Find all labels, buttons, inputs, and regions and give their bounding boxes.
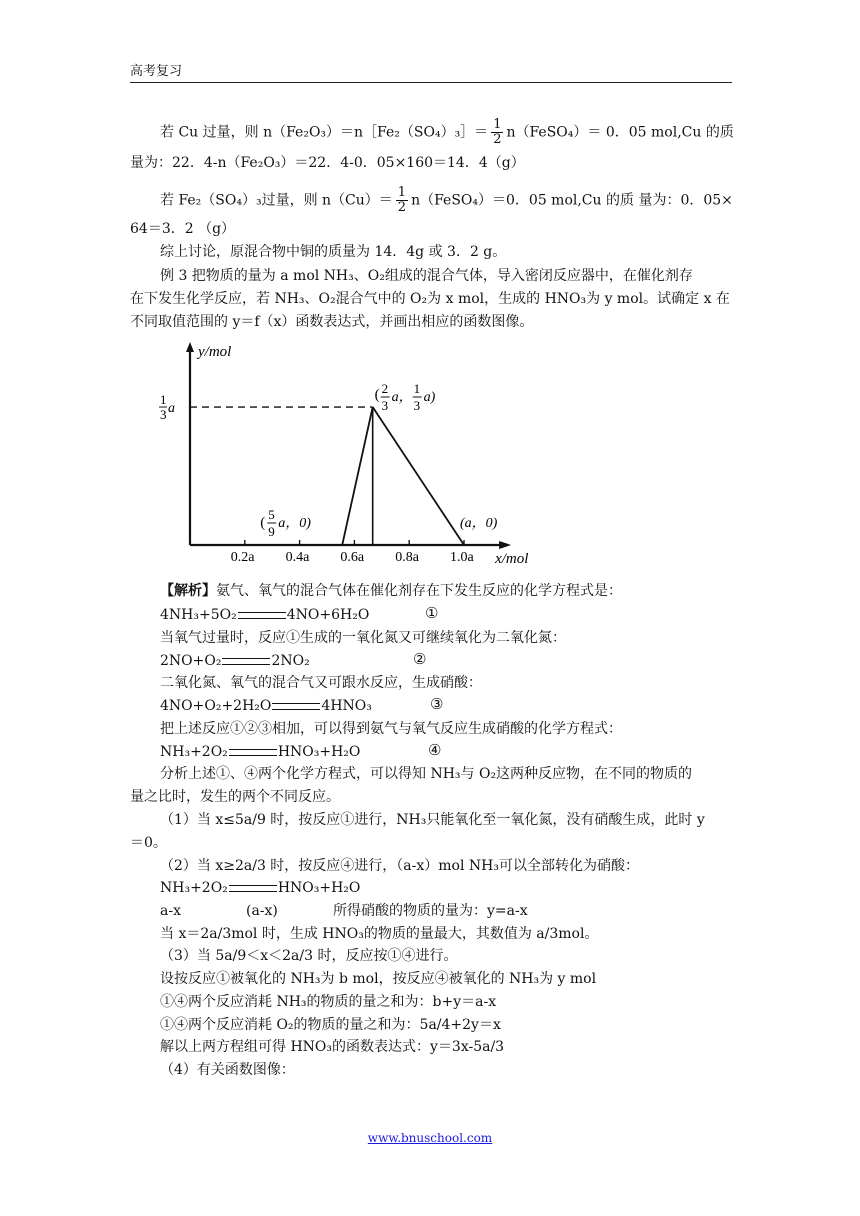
calc-text: n（FeSO₄）＝0．05 mol,Cu 的质 量为：0．05×	[411, 192, 733, 209]
x-tick-label: 0.6a	[340, 550, 365, 565]
peak-frac-num: 2	[381, 381, 389, 397]
root2-label: (a，0)	[460, 516, 498, 531]
tick-labels	[159, 392, 475, 565]
calc-text: 若 Cu 过量，则 n（Fe₂O₃）＝n［Fe₂（SO₄）₃］＝	[160, 124, 489, 141]
equation-2: 2NO+O₂ 2NO₂	[160, 653, 310, 669]
analysis-p3: 把上述反应①②③相加，可以得到氨气与氧气反应生成硝酸的化学方程式：	[160, 721, 622, 737]
peak-frac-den: 3	[381, 398, 389, 414]
equals-arrow	[238, 612, 286, 619]
root1-frac-den: 9	[268, 524, 275, 539]
equation-5: NH₃+2O₂ HNO₃+H₂O	[160, 880, 361, 896]
peak-label-tail: a)	[423, 390, 436, 406]
case-1a: （1）当 x≤5a/9 时，按反应①进行，NH₃只能氧化至一氧化氮，没有硝酸生成，此时 y	[160, 812, 705, 828]
equals-arrow	[272, 703, 320, 710]
series-segment	[342, 407, 372, 545]
series-segment	[373, 407, 464, 545]
peak-frac2-num: 1	[413, 381, 421, 397]
analysis-p1: 当氧气过量时，反应①生成的一氧化氮又可继续氧化为二氧化氮：	[160, 630, 566, 646]
amount-row: a-x (a-x) 所得硝酸的物质的量为：y=a-x	[160, 903, 528, 919]
calc-line-5: 综上讨论，原混合物中铜的质量为 14．4g 或 3．2 g。	[160, 244, 507, 260]
x-tick-label: 0.2a	[230, 550, 255, 565]
annotations	[260, 381, 497, 539]
footer	[0, 1131, 860, 1145]
analysis-p2: 二氧化氮、氧气的混合气又可跟水反应，生成硝酸：	[160, 675, 482, 691]
calc-line-2: 量为：22．4-n（Fe₂O₃）＝22．4-0．05×160＝14．4（g）	[130, 155, 525, 171]
fraction: $\frac{1}{2}$	[397, 185, 407, 215]
analysis-p4a: 分析上述①、④两个化学方程式，可以得知 NH₃与 O₂这两种反应物，在不同的物质的	[160, 766, 693, 782]
case-3a: 设按反应①被氧化的 NH₃为 b mol，按反应④被氧化的 NH₃为 y mol	[160, 971, 597, 987]
case-1b: ＝0。	[130, 835, 167, 851]
equation-3: 4NO+O₂+2H₂O 4HNO₃	[160, 698, 372, 714]
eq-number: ①	[425, 604, 439, 622]
footer-link[interactable]: www.bnuschool.com	[367, 1131, 493, 1145]
x-axis-label: x/mol	[495, 551, 529, 567]
example-line-2: 在下发生化学反应，若 NH₃、O₂混合气中的 O₂为 x mol，生成的 HNO₃为 y mol。试确定 x 在	[130, 291, 730, 307]
eq-number: ③	[430, 695, 444, 713]
header-title: 高考复习	[130, 64, 183, 79]
calc-text: 若 Fe₂（SO₄）₃过量，则 n（Cu）＝	[160, 192, 393, 209]
equals-arrow	[222, 658, 270, 665]
example-line-1: 例 3 把物质的量为 a mol NH₃、O₂组成的混合气体，导入密闭反应器中，在催化剂存	[160, 268, 693, 284]
x-tick-label: 0.8a	[395, 550, 419, 565]
peak-frac2-den: 3	[413, 398, 421, 414]
function-graph	[150, 338, 540, 573]
case-2: （2）当 x≥2a/3 时，按反应④进行，（a-x）mol NH₃可以全部转化为硝酸：	[160, 858, 639, 874]
x-tick-label: 1.0a	[450, 550, 474, 565]
analysis-p4b: 量之比时，发生的两个不同反应。	[130, 789, 340, 805]
calc-line-4: 64＝3．2 （g）	[130, 221, 236, 237]
series	[342, 407, 464, 545]
example-line-3: 不同取值范围的 y＝f（x）函数表达式，并画出相应的函数图像。	[130, 314, 534, 330]
peak-label-mid: a，	[391, 390, 413, 406]
axes	[186, 342, 528, 567]
case-3: （3）当 5a/9＜x＜2a/3 时，反应按①④进行。	[160, 948, 458, 964]
root1-label-tail: a，0)	[278, 516, 311, 531]
root1-label-paren: (	[260, 515, 266, 531]
y-axis-arrow	[186, 342, 194, 352]
eq-number: ④	[428, 741, 442, 759]
case-3c: ①④两个反应消耗 O₂的物质的量之和为：5a/4+2y＝x	[160, 1017, 501, 1033]
y-tick-var: a	[168, 401, 175, 417]
y-axis-label: y/mol	[198, 344, 232, 360]
analysis-intro: 【解析】氨气、氧气的混合气体在催化剂存在下发生反应的化学方程式是：	[160, 583, 622, 599]
x-axis-arrow	[499, 541, 511, 549]
case-4: （4）有关函数图像：	[160, 1062, 295, 1078]
y-tick-num: 1	[160, 392, 167, 408]
equals-arrow	[229, 749, 277, 756]
equation-4: NH₃+2O₂ HNO₃+H₂O	[160, 744, 361, 760]
analysis-tag: 【解析】	[160, 583, 216, 599]
eq-number: ②	[413, 650, 427, 668]
fraction: $\frac{1}{2}$	[493, 117, 502, 147]
equals-arrow	[229, 885, 277, 892]
calc-line-1	[160, 118, 740, 147]
page-header	[130, 60, 732, 83]
root1-frac-num: 5	[268, 507, 275, 522]
calc-text: n（FeSO₄）＝ 0．05 mol,Cu 的质	[506, 124, 734, 141]
case-3d: 解以上两方程组可得 HNO₃的函数表达式：y＝3x-5a/3	[160, 1039, 505, 1055]
equation-1: 4NH₃+5O₂ 4NO+6H₂O	[160, 607, 370, 623]
peak-label-paren: (	[374, 387, 380, 404]
calc-line-3	[160, 186, 740, 215]
case-2b: 当 x＝2a/3mol 时，生成 HNO₃的物质的量最大，其数值为 a/3mol。	[160, 926, 599, 942]
case-3b: ①④两个反应消耗 NH₃的物质的量之和为：b+y＝a-x	[160, 994, 497, 1010]
x-tick-label: 0.4a	[285, 550, 310, 565]
y-tick-den: 3	[160, 407, 167, 423]
